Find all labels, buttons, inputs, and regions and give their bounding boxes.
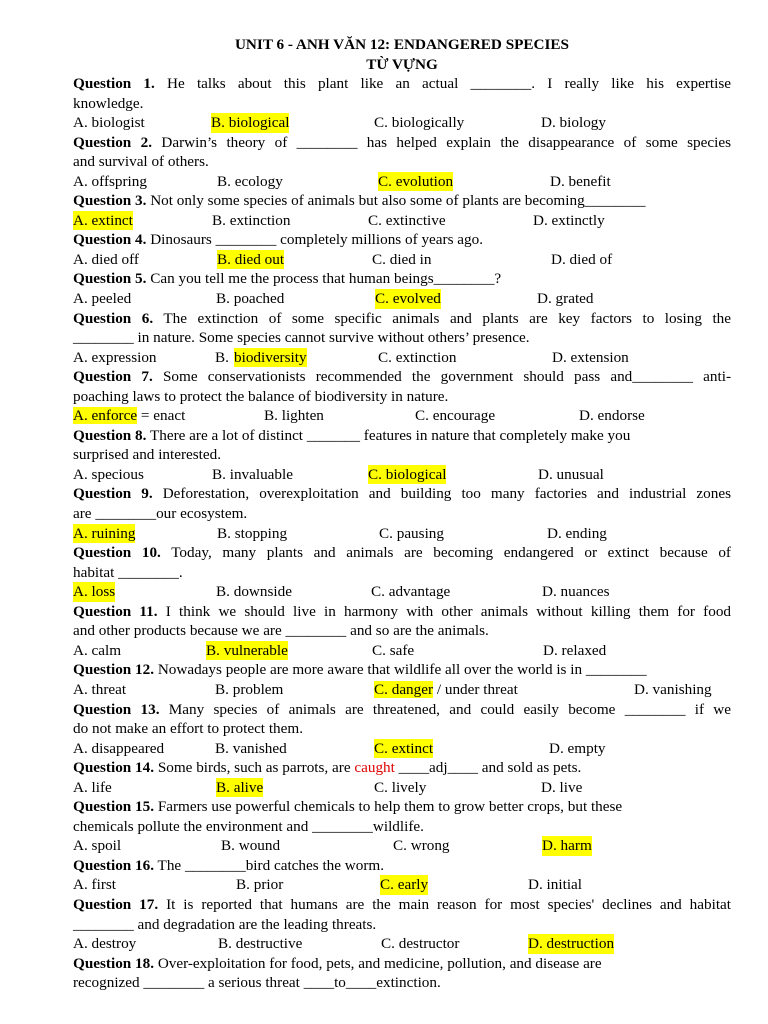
option-d: D. benefit	[550, 172, 611, 190]
question-18	[73, 954, 731, 993]
question-text: Question 8. There are a lot of distinct _______ features in nature that completely make you	[73, 426, 631, 444]
option-b: B. alive	[216, 778, 264, 796]
option-a: A. offspring	[73, 172, 147, 190]
option-a: A. biologist	[73, 114, 145, 132]
question-label: Question 4.	[73, 231, 147, 249]
option-b: B. died out	[217, 250, 285, 268]
option-b: B. destructive	[218, 935, 303, 953]
question-text-cont: and other products because we are ________ and so are the animals.	[73, 622, 489, 640]
option-b: B. poached	[216, 290, 285, 308]
options-row	[73, 739, 731, 759]
option-d: D. ending	[547, 524, 607, 542]
option-c: C. extinction	[378, 348, 457, 366]
option-a: A. specious	[73, 465, 144, 483]
option-a: A. extinct	[73, 211, 133, 229]
options-row	[73, 348, 731, 368]
question-text: Question 10. Today, many plants and animals are becoming endangered or extinct because of	[73, 544, 731, 562]
options-row	[73, 641, 731, 661]
option-b: B. extinction	[212, 211, 291, 229]
option-d: D. destruction	[528, 935, 615, 953]
question-label: Question 13.	[73, 700, 160, 718]
question-text-cont: ________ in nature. Some species cannot survive without others’ presence.	[73, 329, 530, 347]
option-d: D. nuances	[542, 583, 610, 601]
option-c: C. extinctive	[368, 211, 446, 229]
question-text: Question 7. Some conservationists recommended the government should pass and________ anti-	[73, 368, 732, 386]
option-b: B. biological	[211, 114, 290, 132]
question-5	[73, 269, 731, 308]
question-text: Question 2. Darwin’s theory of ________ has helped explain the disappearance of some species	[73, 133, 732, 151]
question-text: Question 4. Dinosaurs ________ completely millions of years ago.	[73, 231, 484, 249]
question-label: Question 11.	[73, 602, 158, 620]
option-d: D. relaxed	[543, 641, 607, 659]
option-b: B. ecology	[217, 172, 283, 190]
question-label: Question 7.	[73, 368, 153, 386]
option-d: D. grated	[537, 290, 594, 308]
options-row	[73, 680, 731, 700]
option-d: D. empty	[549, 739, 606, 757]
question-label: Question 5.	[73, 270, 147, 288]
option-a: A. destroy	[73, 935, 137, 953]
worksheet	[73, 35, 731, 993]
option-a: A. ruining	[73, 524, 136, 542]
option-d: D. unusual	[538, 465, 604, 483]
question-text: Question 13. Many species of animals are threatened, and could easily become ________ if we	[73, 700, 732, 718]
option-c: C. wrong	[393, 837, 450, 855]
question-label: Question 6.	[73, 309, 154, 327]
question-text-cont: and survival of others.	[73, 153, 209, 171]
question-label: Question 8.	[73, 426, 147, 444]
option-b: B. downside	[216, 583, 292, 601]
option-b: B. lighten	[264, 407, 324, 425]
question-3	[73, 191, 731, 230]
question-1	[73, 74, 731, 133]
option-c: C. evolved	[375, 290, 441, 308]
options-row	[73, 524, 731, 544]
question-14	[73, 758, 731, 797]
question-text-cont: poaching laws to protect the balance of biodiversity in nature.	[73, 387, 449, 405]
option-c: C. pausing	[379, 524, 444, 542]
options-row	[73, 289, 731, 309]
question-text-cont: surprised and interested.	[73, 446, 222, 464]
option-c: C. biologically	[374, 114, 465, 132]
option-note: / under threat	[433, 680, 518, 698]
option-b: B. stopping	[217, 524, 288, 542]
option-a: A. died off	[73, 250, 139, 268]
option-d: D. endorse	[579, 407, 645, 425]
question-text-cont: knowledge.	[73, 94, 144, 112]
options-row	[73, 582, 731, 602]
option-a: A. spoil	[73, 837, 122, 855]
question-text: Question 6. The extinction of some specific animals and plants are key factors to losing the	[73, 309, 731, 327]
question-16	[73, 856, 731, 895]
question-text-cont: ________ and degradation are the leading threats.	[73, 915, 377, 933]
question-label: Question 2.	[73, 133, 152, 151]
option-b: B. problem	[215, 680, 284, 698]
question-text: Question 14. Some birds, such as parrots, are caught ____adj____ and sold as pets.	[73, 759, 582, 777]
question-label: Question 9.	[73, 485, 153, 503]
question-text: Question 18. Over-exploitation for food, pets, and medicine, pollution, and disease are	[73, 954, 602, 972]
question-text: Question 1. He talks about this plant like an actual ________. I really like his expertise	[73, 75, 732, 92]
question-10	[73, 543, 731, 602]
option-note: = enact	[137, 407, 186, 425]
question-label: Question 16.	[73, 856, 155, 874]
options-row	[73, 211, 731, 231]
question-15	[73, 797, 731, 856]
question-label: Question 12.	[73, 661, 155, 679]
question-text: Question 9. Deforestation, overexploitation and building too many factories and industrial zones	[73, 485, 731, 503]
option-c: C. died in	[372, 250, 432, 268]
option-b: B. vulnerable	[206, 641, 288, 659]
question-8	[73, 426, 731, 485]
option-d: D. initial	[528, 876, 582, 894]
question-text-cont: do not make an effort to protect them.	[73, 720, 303, 738]
options-row	[73, 406, 731, 426]
option-c: C. extinct	[374, 739, 434, 757]
option-b: B. prior	[236, 876, 284, 894]
question-text-cont: recognized ________ a serious threat ____to____extinction.	[73, 974, 441, 992]
option-a: A. enforce	[73, 407, 138, 425]
question-text: Question 3. Not only some species of animals but also some of plants are becoming________	[73, 192, 646, 210]
question-text-cont: are ________our ecosystem.	[73, 505, 248, 523]
options-row	[73, 113, 731, 133]
option-d: D. extinctly	[533, 211, 605, 229]
emphasis-word: caught	[354, 759, 395, 777]
question-text: Question 11. I think we should live in harmony with other animals without killing them for food	[73, 602, 732, 620]
question-11	[73, 602, 731, 661]
option-d: D. biology	[541, 114, 606, 132]
question-17	[73, 895, 731, 954]
option-c: C. evolution	[378, 172, 454, 190]
option-c: C. safe	[372, 641, 415, 659]
page-title: UNIT 6 - ANH VĂN 12: ENDANGERED SPECIES	[234, 36, 570, 53]
option-a: A. disappeared	[73, 739, 165, 757]
option-d: D. died of	[551, 250, 613, 268]
question-label: Question 18.	[73, 954, 155, 972]
page-subtitle: TỪ VỰNG	[366, 55, 438, 73]
options-row	[73, 836, 731, 856]
option-b: biodiversity	[234, 348, 307, 366]
option-b: B. invaluable	[212, 465, 293, 483]
option-d: D. harm	[542, 837, 592, 855]
question-text: Question 15. Farmers use powerful chemicals to help them to grow better crops, but these	[73, 798, 623, 816]
question-2	[73, 133, 731, 192]
option-a: A. peeled	[73, 290, 132, 308]
option-c: C. biological	[368, 465, 447, 483]
option-d: D. extension	[552, 348, 629, 366]
options-row	[73, 778, 731, 798]
option-c: C. early	[380, 876, 429, 894]
question-text: Question 5. Can you tell me the process that human beings________?	[73, 270, 502, 288]
question-12	[73, 660, 731, 699]
options-row	[73, 250, 731, 270]
option-c: C. advantage	[371, 583, 451, 601]
question-label: Question 15.	[73, 798, 155, 816]
option-c: C. danger	[374, 680, 434, 698]
options-row	[73, 934, 731, 954]
option-a: A. calm	[73, 641, 122, 659]
question-7	[73, 367, 731, 426]
options-row	[73, 465, 731, 485]
option-c: C. lively	[374, 778, 427, 796]
question-label: Question 1.	[73, 75, 155, 92]
question-text: Question 16. The ________bird catches the worm.	[73, 856, 385, 874]
option-a: A. expression	[73, 348, 157, 366]
option-d: D. vanishing	[634, 680, 712, 698]
question-13	[73, 700, 731, 759]
option-b-prefix: B.	[215, 348, 229, 366]
option-c: C. encourage	[415, 407, 496, 425]
option-d: D. live	[541, 778, 583, 796]
option-c: C. destructor	[381, 935, 460, 953]
question-4	[73, 230, 731, 269]
question-label: Question 14.	[73, 759, 155, 777]
option-a: A. first	[73, 876, 117, 894]
question-label: Question 10.	[73, 544, 161, 562]
options-row	[73, 172, 731, 192]
option-b: B. vanished	[215, 739, 287, 757]
option-a: A. loss	[73, 583, 116, 601]
options-row	[73, 875, 731, 895]
option-a: A. threat	[73, 680, 127, 698]
question-text-cont: chemicals pollute the environment and ________wildlife.	[73, 817, 424, 835]
option-b: B. wound	[221, 837, 281, 855]
question-6	[73, 309, 731, 368]
question-9	[73, 484, 731, 543]
question-text: Question 17. It is reported that humans are the main reason for most species' declines and habitat	[73, 895, 732, 913]
question-text-cont: habitat ________.	[73, 563, 183, 581]
option-a: A. life	[73, 778, 112, 796]
question-label: Question 17.	[73, 895, 159, 913]
question-text: Question 12. Nowadays people are more aware that wildlife all over the world is in ________	[73, 661, 647, 679]
question-label: Question 3.	[73, 192, 147, 210]
